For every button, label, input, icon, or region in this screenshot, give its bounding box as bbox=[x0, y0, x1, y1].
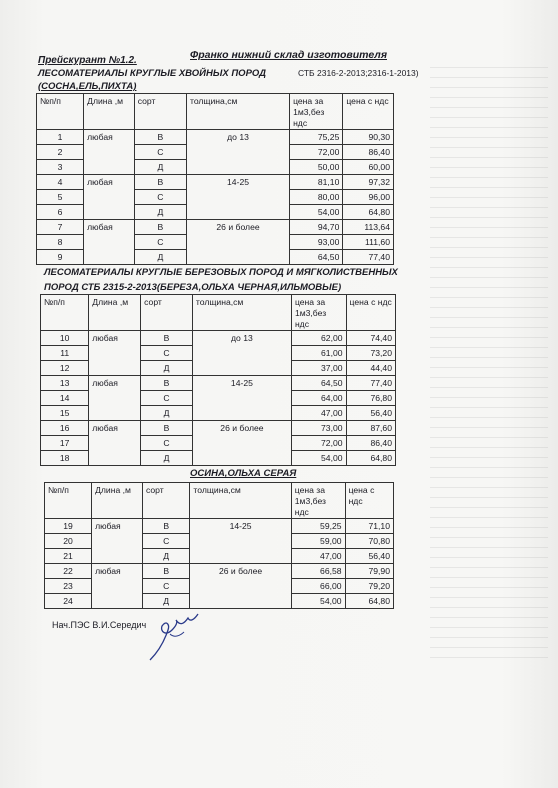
price-table-aspen bbox=[44, 482, 394, 609]
price-with-vat: 70,80 bbox=[345, 534, 393, 549]
price-without-vat: 80,00 bbox=[290, 190, 343, 205]
price-with-vat: 44,40 bbox=[346, 361, 395, 376]
price-without-vat: 54,00 bbox=[290, 205, 343, 220]
column-header: №п/п bbox=[37, 94, 84, 130]
length-cell: любая bbox=[84, 220, 135, 265]
price-without-vat: 66,58 bbox=[291, 564, 345, 579]
table-header-row bbox=[45, 483, 394, 519]
row-number: 7 bbox=[37, 220, 84, 235]
grade-cell: Д bbox=[142, 594, 189, 609]
price-with-vat: 71,10 bbox=[345, 519, 393, 534]
price-without-vat: 81,10 bbox=[290, 175, 343, 190]
table-row bbox=[45, 519, 394, 534]
column-header: цена за 1м3,без ндс bbox=[291, 483, 345, 519]
row-number: 16 bbox=[41, 421, 89, 436]
price-without-vat: 54,00 bbox=[291, 451, 346, 466]
price-with-vat: 74,40 bbox=[346, 331, 395, 346]
column-header: толщина,см bbox=[186, 94, 289, 130]
price-without-vat: 75,25 bbox=[290, 130, 343, 145]
grade-cell: С bbox=[134, 145, 186, 160]
column-header: Длина ,м bbox=[92, 483, 143, 519]
table-row bbox=[41, 376, 396, 391]
price-with-vat: 79,90 bbox=[345, 564, 393, 579]
price-with-vat: 56,40 bbox=[346, 406, 395, 421]
price-with-vat: 96,00 bbox=[343, 190, 394, 205]
price-without-vat: 59,25 bbox=[291, 519, 345, 534]
price-table-conifer bbox=[36, 93, 394, 265]
price-without-vat: 64,50 bbox=[290, 250, 343, 265]
length-cell: любая bbox=[89, 421, 141, 466]
price-without-vat: 93,00 bbox=[290, 235, 343, 250]
grade-cell: С bbox=[134, 190, 186, 205]
length-cell: любая bbox=[92, 519, 143, 564]
row-number: 21 bbox=[45, 549, 92, 564]
table-row bbox=[41, 331, 396, 346]
price-without-vat: 47,00 bbox=[291, 549, 345, 564]
column-header: сорт bbox=[141, 295, 193, 331]
price-without-vat: 37,00 bbox=[291, 361, 346, 376]
price-with-vat: 64,80 bbox=[345, 594, 393, 609]
grade-cell: С bbox=[142, 579, 189, 594]
row-number: 8 bbox=[37, 235, 84, 250]
grade-cell: В bbox=[141, 421, 193, 436]
column-header: толщина,см bbox=[192, 295, 291, 331]
price-without-vat: 59,00 bbox=[291, 534, 345, 549]
table-row bbox=[45, 564, 394, 579]
grade-cell: Д bbox=[141, 406, 193, 421]
column-header: цена за 1м3,без ндс bbox=[290, 94, 343, 130]
signer-name: Нач.ПЭС В.И.Середич bbox=[52, 620, 147, 630]
price-without-vat: 94,70 bbox=[290, 220, 343, 235]
grade-cell: Д bbox=[141, 451, 193, 466]
grade-cell: В bbox=[142, 564, 189, 579]
column-header: сорт bbox=[134, 94, 186, 130]
grade-cell: Д bbox=[134, 250, 186, 265]
price-with-vat: 87,60 bbox=[346, 421, 395, 436]
row-number: 4 bbox=[37, 175, 84, 190]
price-without-vat: 64,50 bbox=[291, 376, 346, 391]
row-number: 3 bbox=[37, 160, 84, 175]
price-without-vat: 72,00 bbox=[291, 436, 346, 451]
grade-cell: В bbox=[134, 175, 186, 190]
price-with-vat: 86,40 bbox=[343, 145, 394, 160]
table-row bbox=[37, 220, 394, 235]
price-with-vat: 73,20 bbox=[346, 346, 395, 361]
thickness-cell: 14-25 bbox=[190, 519, 291, 564]
table-row bbox=[41, 421, 396, 436]
grade-cell: В bbox=[134, 130, 186, 145]
row-number: 1 bbox=[37, 130, 84, 145]
thickness-cell: 14-25 bbox=[186, 175, 289, 220]
row-number: 20 bbox=[45, 534, 92, 549]
column-header: сорт bbox=[142, 483, 189, 519]
grade-cell: С bbox=[141, 346, 193, 361]
pricelist-number: Прейскурант №1.2. bbox=[38, 55, 137, 66]
row-number: 17 bbox=[41, 436, 89, 451]
price-with-vat: 111,60 bbox=[343, 235, 394, 250]
row-number: 9 bbox=[37, 250, 84, 265]
grade-cell: Д bbox=[134, 160, 186, 175]
grade-cell: Д bbox=[134, 205, 186, 220]
price-with-vat: 97,32 bbox=[343, 175, 394, 190]
thickness-cell: до 13 bbox=[192, 331, 291, 376]
row-number: 10 bbox=[41, 331, 89, 346]
price-without-vat: 72,00 bbox=[290, 145, 343, 160]
grade-cell: Д bbox=[142, 549, 189, 564]
price-with-vat: 113,64 bbox=[343, 220, 394, 235]
table-header-row bbox=[41, 295, 396, 331]
grade-cell: С bbox=[141, 391, 193, 406]
price-with-vat: 79,20 bbox=[345, 579, 393, 594]
price-without-vat: 61,00 bbox=[291, 346, 346, 361]
table-header-row bbox=[37, 94, 394, 130]
price-with-vat: 76,80 bbox=[346, 391, 395, 406]
price-with-vat: 90,30 bbox=[343, 130, 394, 145]
grade-cell: С bbox=[142, 534, 189, 549]
price-with-vat: 56,40 bbox=[345, 549, 393, 564]
column-header: цена с ндс bbox=[345, 483, 393, 519]
column-header: №п/п bbox=[45, 483, 92, 519]
grade-cell: С bbox=[134, 235, 186, 250]
row-number: 6 bbox=[37, 205, 84, 220]
row-number: 11 bbox=[41, 346, 89, 361]
row-number: 18 bbox=[41, 451, 89, 466]
column-header: цена с ндс bbox=[346, 295, 395, 331]
column-header: толщина,см bbox=[190, 483, 291, 519]
length-cell: любая bbox=[84, 130, 135, 175]
bleed-through-shadow bbox=[430, 58, 548, 658]
thickness-cell: 14-25 bbox=[192, 376, 291, 421]
row-number: 22 bbox=[45, 564, 92, 579]
section3-heading: ОСИНА,ОЛЬХА СЕРАЯ bbox=[190, 468, 297, 479]
thickness-cell: до 13 bbox=[186, 130, 289, 175]
table-row bbox=[37, 175, 394, 190]
column-header: цена с ндс bbox=[343, 94, 394, 130]
row-number: 2 bbox=[37, 145, 84, 160]
price-with-vat: 77,40 bbox=[343, 250, 394, 265]
section2-subheading: ПОРОД СТБ 2315-2-2013(БЕРЕЗА,ОЛЬХА ЧЕРНАЯ,ИЛЬМОВЫЕ) bbox=[44, 282, 342, 293]
price-without-vat: 62,00 bbox=[291, 331, 346, 346]
grade-cell: Д bbox=[141, 361, 193, 376]
price-with-vat: 77,40 bbox=[346, 376, 395, 391]
price-without-vat: 66,00 bbox=[291, 579, 345, 594]
price-with-vat: 64,80 bbox=[346, 451, 395, 466]
length-cell: любая bbox=[89, 331, 141, 376]
column-header: Длина ,м bbox=[84, 94, 135, 130]
price-with-vat: 86,40 bbox=[346, 436, 395, 451]
grade-cell: В bbox=[142, 519, 189, 534]
document-title: Франко нижний склад изготовителя bbox=[190, 49, 387, 61]
thickness-cell: 26 и более bbox=[190, 564, 291, 609]
section1-standard: СТБ 2316-2-2013;2316-1-2013) bbox=[298, 68, 419, 78]
price-without-vat: 47,00 bbox=[291, 406, 346, 421]
row-number: 15 bbox=[41, 406, 89, 421]
section1-species: (СОСНА,ЕЛЬ,ПИХТА) bbox=[38, 81, 137, 92]
row-number: 23 bbox=[45, 579, 92, 594]
row-number: 13 bbox=[41, 376, 89, 391]
price-without-vat: 50,00 bbox=[290, 160, 343, 175]
column-header: №п/п bbox=[41, 295, 89, 331]
price-without-vat: 73,00 bbox=[291, 421, 346, 436]
price-without-vat: 64,00 bbox=[291, 391, 346, 406]
column-header: цена за 1м3,без ндс bbox=[291, 295, 346, 331]
length-cell: любая bbox=[92, 564, 143, 609]
thickness-cell: 26 и более bbox=[192, 421, 291, 466]
price-table-birch bbox=[40, 294, 396, 466]
grade-cell: В bbox=[141, 376, 193, 391]
grade-cell: В bbox=[141, 331, 193, 346]
row-number: 12 bbox=[41, 361, 89, 376]
thickness-cell: 26 и более bbox=[186, 220, 289, 265]
price-with-vat: 60,00 bbox=[343, 160, 394, 175]
grade-cell: В bbox=[134, 220, 186, 235]
section1-heading: ЛЕСОМАТЕРИАЛЫ КРУГЛЫЕ ХВОЙНЫХ ПОРОД bbox=[38, 68, 267, 79]
row-number: 5 bbox=[37, 190, 84, 205]
price-with-vat: 64,80 bbox=[343, 205, 394, 220]
length-cell: любая bbox=[89, 376, 141, 421]
handwritten-signature bbox=[140, 612, 210, 664]
row-number: 24 bbox=[45, 594, 92, 609]
grade-cell: С bbox=[141, 436, 193, 451]
column-header: Длина ,м bbox=[89, 295, 141, 331]
price-without-vat: 54,00 bbox=[291, 594, 345, 609]
table-row bbox=[37, 130, 394, 145]
length-cell: любая bbox=[84, 175, 135, 220]
section2-heading: ЛЕСОМАТЕРИАЛЫ КРУГЛЫЕ БЕРЕЗОВЫХ ПОРОД И МЯГКОЛИСТВЕННЫХ bbox=[44, 267, 398, 278]
row-number: 19 bbox=[45, 519, 92, 534]
row-number: 14 bbox=[41, 391, 89, 406]
